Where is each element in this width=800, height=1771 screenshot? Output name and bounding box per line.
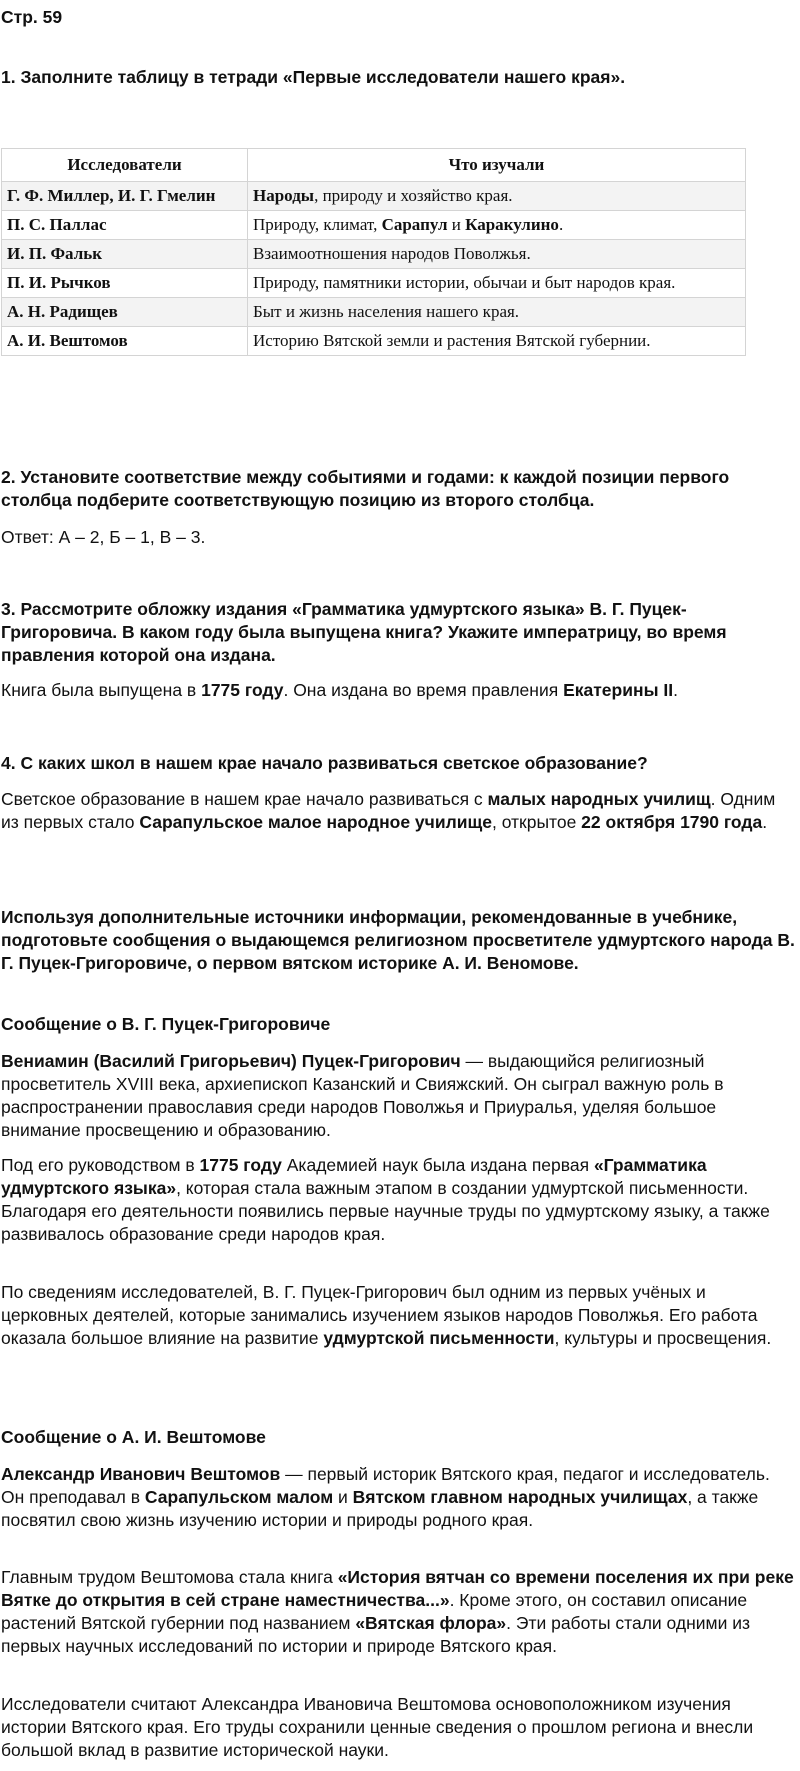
- page-label: Стр. 59: [1, 7, 63, 27]
- table-header-studied: Что изучали: [248, 149, 746, 182]
- studied-cell: Историю Вятской земли и растения Вятской губернии.: [248, 327, 746, 356]
- researcher-cell: П. И. Рычков: [2, 269, 248, 298]
- task2-question: 2. Установите соответствие между событиями и годами: к каждой позиции первого столбца подберите соответствующую позицию из второго столбца.: [1, 467, 730, 510]
- task2-answer: Ответ: А – 2, Б – 1, В – 3.: [1, 527, 206, 547]
- researcher-cell: А. Н. Радищев: [2, 298, 248, 327]
- bold-fragment: 22 октября 1790 года: [581, 812, 763, 832]
- bold-fragment: малых народных училищ: [487, 789, 711, 809]
- message2-paragraph: Александр Иванович Вештомов — первый историк Вятского края, педагог и исследователь. Он преподавал в Сарапульском малом и Вятском главном народных училищах, а также посвятил свою жизнь изучению истории и природы родного края.: [1, 1464, 770, 1530]
- researchers-table: [1, 148, 746, 356]
- bold-fragment: Александр Иванович Вештомов: [1, 1464, 281, 1484]
- table-row: [2, 211, 746, 240]
- bold-fragment: 1775 году: [201, 680, 284, 700]
- studied-cell: Взаимоотношения народов Поволжья.: [248, 240, 746, 269]
- task3-question: 3. Рассмотрите обложку издания «Грамматика удмуртского языка» В. Г. Пуцек-Григоровича. В каком году была выпущена книга? Укажите императрицу, во время правления которой она издана.: [1, 599, 727, 665]
- bold-fragment: Екатерины II: [563, 680, 674, 700]
- table-header-row: [2, 149, 746, 182]
- message1-title: Сообщение о В. Г. Пуцек-Григоровиче: [1, 1014, 331, 1034]
- researcher-cell: А. И. Вештомов: [2, 327, 248, 356]
- studied-cell: Природу, памятники истории, обычаи и быт народов края.: [248, 269, 746, 298]
- task4-answer: Светское образование в нашем крае начало развиваться с малых народных училищ. Одним из первых стало Сарапульское малое народное училище, открытое 22 октября 1790 года.: [1, 789, 776, 832]
- table-header-researchers: Исследователи: [2, 149, 248, 182]
- bold-fragment: «Вятская флора»: [355, 1613, 507, 1633]
- bold-fragment: Сарапул: [381, 215, 448, 234]
- message1-paragraph: Вениамин (Василий Григорьевич) Пуцек-Григорович — выдающийся религиозный просветитель XVIII века, архиепископ Казанский и Свияжский. Он сыграл важную роль в распространении православия среди народов Поволжья и Приуралья, уделяя большое внимание просвещению и образованию.: [1, 1051, 724, 1140]
- bold-fragment: 1775 году: [199, 1155, 282, 1175]
- bold-fragment: Сарапульском малом: [144, 1487, 334, 1507]
- message1-paragraph: Под его руководством в 1775 году Академией наук была издана первая «Грамматика удмуртского языка», которая стала важным этапом в создании удмуртской письменности. Благодаря его деятельности появились первые научные труды по удмуртскому языку, а также развивалось образование среди народов края.: [1, 1155, 770, 1244]
- studied-cell: Народы, природу и хозяйство края.: [248, 182, 746, 211]
- bold-fragment: «История вятчан со времени поселения их при реке Вятке до открытия в сей стране наместничества...»: [1, 1567, 794, 1610]
- message2-title: Сообщение о А. И. Вештомове: [1, 1427, 266, 1447]
- bold-fragment: Вятском главном народных училищах: [352, 1487, 688, 1507]
- message1-paragraph: По сведениям исследователей, В. Г. Пуцек-Григорович был одним из первых учёных и церковных деятелей, которые занимались изучением языков народов Поволжья. Его работа оказала большое влияние на развитие удмуртской письменности, культуры и просвещения.: [1, 1282, 772, 1348]
- table-row: [2, 240, 746, 269]
- message2-paragraph: Исследователи считают Александра Ивановича Вештомова основоположником изучения истории Вятского края. Его труды сохранили ценные сведения о прошлом региона и внесли большой вклад в развитие исторической науки.: [1, 1694, 754, 1760]
- task3-answer: Книга была выпущена в 1775 году. Она издана во время правления Екатерины II.: [1, 680, 678, 700]
- task1-question: 1. Заполните таблицу в тетради «Первые исследователи нашего края».: [1, 67, 626, 87]
- table-row: [2, 298, 746, 327]
- table-row: [2, 269, 746, 298]
- studied-cell: Быт и жизнь населения нашего края.: [248, 298, 746, 327]
- table-row: [2, 182, 746, 211]
- bold-fragment: Каракулино: [465, 215, 559, 234]
- message2-paragraph: Главным трудом Вештомова стала книга «История вятчан со времени поселения их при реке Вятке до открытия в сей стране наместничества...». Кроме этого, он составил описание растений Вятской губернии под названием «Вятская флора». Эти работы стали одними из первых научных исследований по истории и природе Вятского края.: [1, 1567, 794, 1656]
- bold-fragment: удмуртской письменности: [323, 1328, 555, 1348]
- bold-fragment: Вениамин (Василий Григорьевич) Пуцек-Григорович: [1, 1051, 461, 1071]
- researcher-cell: П. С. Паллас: [2, 211, 248, 240]
- bold-fragment: Народы: [253, 186, 315, 205]
- researcher-cell: Г. Ф. Миллер, И. Г. Гмелин: [2, 182, 248, 211]
- task4-question: 4. С каких школ в нашем крае начало развиваться светское образование?: [1, 753, 648, 773]
- bold-fragment: «Грамматика удмуртского языка»: [1, 1155, 707, 1198]
- bold-fragment: Сарапульское малое народное училище: [139, 812, 492, 832]
- studied-cell: Природу, климат, Сарапул и Каракулино.: [248, 211, 746, 240]
- task5-question: Используя дополнительные источники информации, рекомендованные в учебнике, подготовьте сообщения о выдающемся религиозном просветителе удмуртского народа В. Г. Пуцек-Григоровиче, о первом вятском историке А. И. Веномове.: [1, 907, 795, 973]
- table-row: [2, 327, 746, 356]
- researcher-cell: И. П. Фальк: [2, 240, 248, 269]
